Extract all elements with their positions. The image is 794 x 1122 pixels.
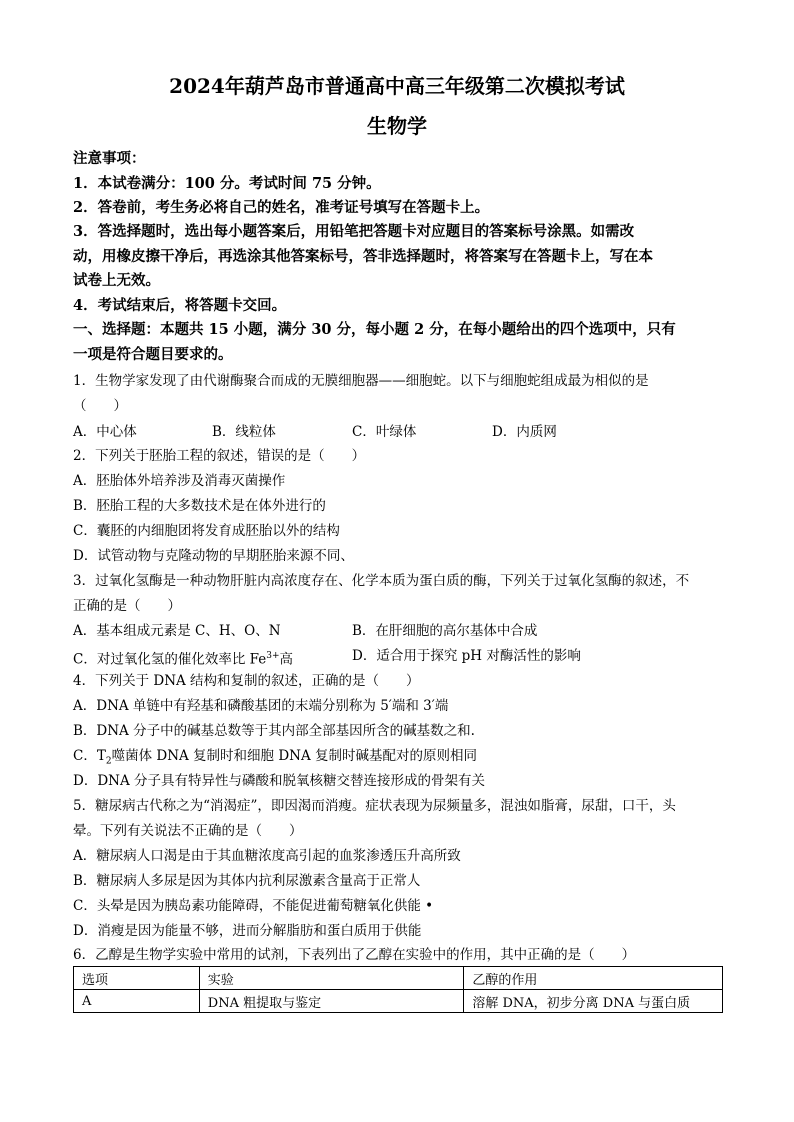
q1-stem: 1．生物学家发现了由代谢酶聚合而成的无膜细胞器——细胞蛇。以下与细胞蛇组成最为相似的是	[73, 373, 649, 389]
q3-option-c-superscript: 3+	[266, 651, 280, 661]
table-header-cell: 选项	[74, 967, 200, 990]
notice-item-2: 2．答卷前，考生务必将自己的姓名，准考证号填写在答题卡上。	[73, 199, 490, 216]
q2-stem: 2．下列关于胚胎工程的叙述，错误的是（ ）	[73, 448, 366, 464]
q5-option-c: C．头晕是因为胰岛素功能障碍，不能促进葡萄糖氧化供能 •	[73, 898, 434, 914]
notice-item-3-line-1: 3．答选择题时，选出每小题答案后，用铅笔把答题卡对应题目的答案标号涂黑。如需改	[73, 223, 635, 240]
q2-option-a: A．胚胎体外培养涉及消毒灭菌操作	[73, 473, 286, 489]
q1-option-a: A．中心体	[73, 424, 137, 440]
q4-option-c-subscript: 2	[105, 756, 112, 767]
table-cell: A	[74, 990, 200, 1013]
q3-option-c-text: C．对过氧化氢的催化效率比 Fe	[73, 651, 267, 668]
section-heading-line-2: 一项是符合题目要求的。	[73, 346, 233, 363]
q1-paren: （ ）	[73, 398, 127, 414]
q3-option-c	[73, 647, 293, 669]
exam-title: 2024年葫芦岛市普通高中高三年级第二次模拟考试	[169, 74, 625, 98]
q5-stem-line-2: 晕。下列有关说法不正确的是（ ）	[73, 823, 303, 839]
q4-option-c-suffix: 噬菌体 DNA 复制时和细胞 DNA 复制时碱基配对的原则相同	[111, 748, 478, 764]
q5-option-a: A．糖尿病人口渴是由于其血糖浓度高引起的血浆渗透压升高所致	[73, 848, 461, 864]
table-cell: 溶解 DNA，初步分离 DNA 与蛋白质	[464, 990, 723, 1013]
table-cell: DNA 粗提取与鉴定	[199, 990, 464, 1013]
q2-option-d: D．试管动物与克隆动物的早期胚胎来源不同、	[73, 548, 354, 564]
q1-option-d: D．内质网	[492, 424, 557, 440]
q6-stem: 6．乙醇是生物学实验中常用的试剂，下表列出了乙醇在实验中的作用，其中正确的是（ ）	[73, 947, 636, 963]
table-row	[74, 990, 723, 1013]
q3-option-c-suffix: 高	[279, 651, 294, 668]
q3-stem-line-2: 正确的是（ ）	[73, 598, 181, 614]
q3-option-a: A．基本组成元素是 C、H、O、N	[73, 623, 281, 639]
table-header-row	[74, 967, 723, 990]
q3-option-b: B．在肝细胞的高尔基体中合成	[352, 623, 538, 639]
q1-option-c: C．叶绿体	[352, 424, 417, 440]
q4-option-d: D．DNA 分子具有特异性与磷酸和脱氧核糖交替连接形成的骨架有关	[73, 773, 485, 789]
notice-heading: 注意事项：	[73, 150, 146, 167]
q2-option-c: C．囊胚的内细胞团将发育成胚胎以外的结构	[73, 523, 340, 539]
q5-stem-line-1: 5．糖尿病古代称之为“消渴症”，即因渴而消瘦。症状表现为尿频量多，混浊如脂膏，尿甜，口干，头	[73, 798, 676, 814]
table-header-cell: 实验	[199, 967, 464, 990]
q6-table	[73, 966, 723, 1013]
q4-option-c	[73, 747, 723, 771]
notice-item-3-line-3: 试卷上无效。	[73, 272, 160, 289]
notice-item-4: 4．考试结束后，将答题卡交回。	[73, 297, 287, 314]
notice-item-1: 1．本试卷满分：100 分。考试时间 75 分钟。	[73, 175, 381, 192]
q4-option-a: A．DNA 单链中有羟基和磷酸基团的末端分别称为 5′端和 3′端	[73, 698, 449, 714]
q5-option-b: B．糖尿病人多尿是因为其体内抗利尿激素含量高于正常人	[73, 873, 421, 889]
q1-option-b: B．线粒体	[212, 424, 276, 440]
subject-title: 生物学	[367, 114, 427, 138]
q3-option-d: D．适合用于探究 pH 对酶活性的影响	[352, 648, 581, 664]
q4-stem: 4．下列关于 DNA 结构和复制的叙述，正确的是（ ）	[73, 673, 420, 689]
section-heading-line-1: 一、选择题：本题共 15 小题，满分 30 分，每小题 2 分，在每小题给出的四个选项中，只有	[73, 321, 676, 338]
notice-item-3-line-2: 动，用橡皮擦干净后，再选涂其他答案标号，答非选择题时，将答案写在答题卡上，写在本	[73, 248, 653, 265]
q2-option-b: B．胚胎工程的大多数技术是在体外进行的	[73, 498, 326, 514]
table-header-cell: 乙醇的作用	[464, 967, 723, 990]
q3-stem-line-1: 3．过氧化氢酶是一种动物肝脏内高浓度存在、化学本质为蛋白质的酶，下列关于过氧化氢酶的叙述，不	[73, 573, 690, 589]
q5-option-d: D．消瘦是因为能量不够，进而分解脂肪和蛋白质用于供能	[73, 923, 422, 939]
q4-option-b: B．DNA 分子中的碱基总数等于其内部全部基因所含的碱基数之和.	[73, 723, 475, 739]
q4-option-c-text: C．T	[73, 748, 106, 764]
